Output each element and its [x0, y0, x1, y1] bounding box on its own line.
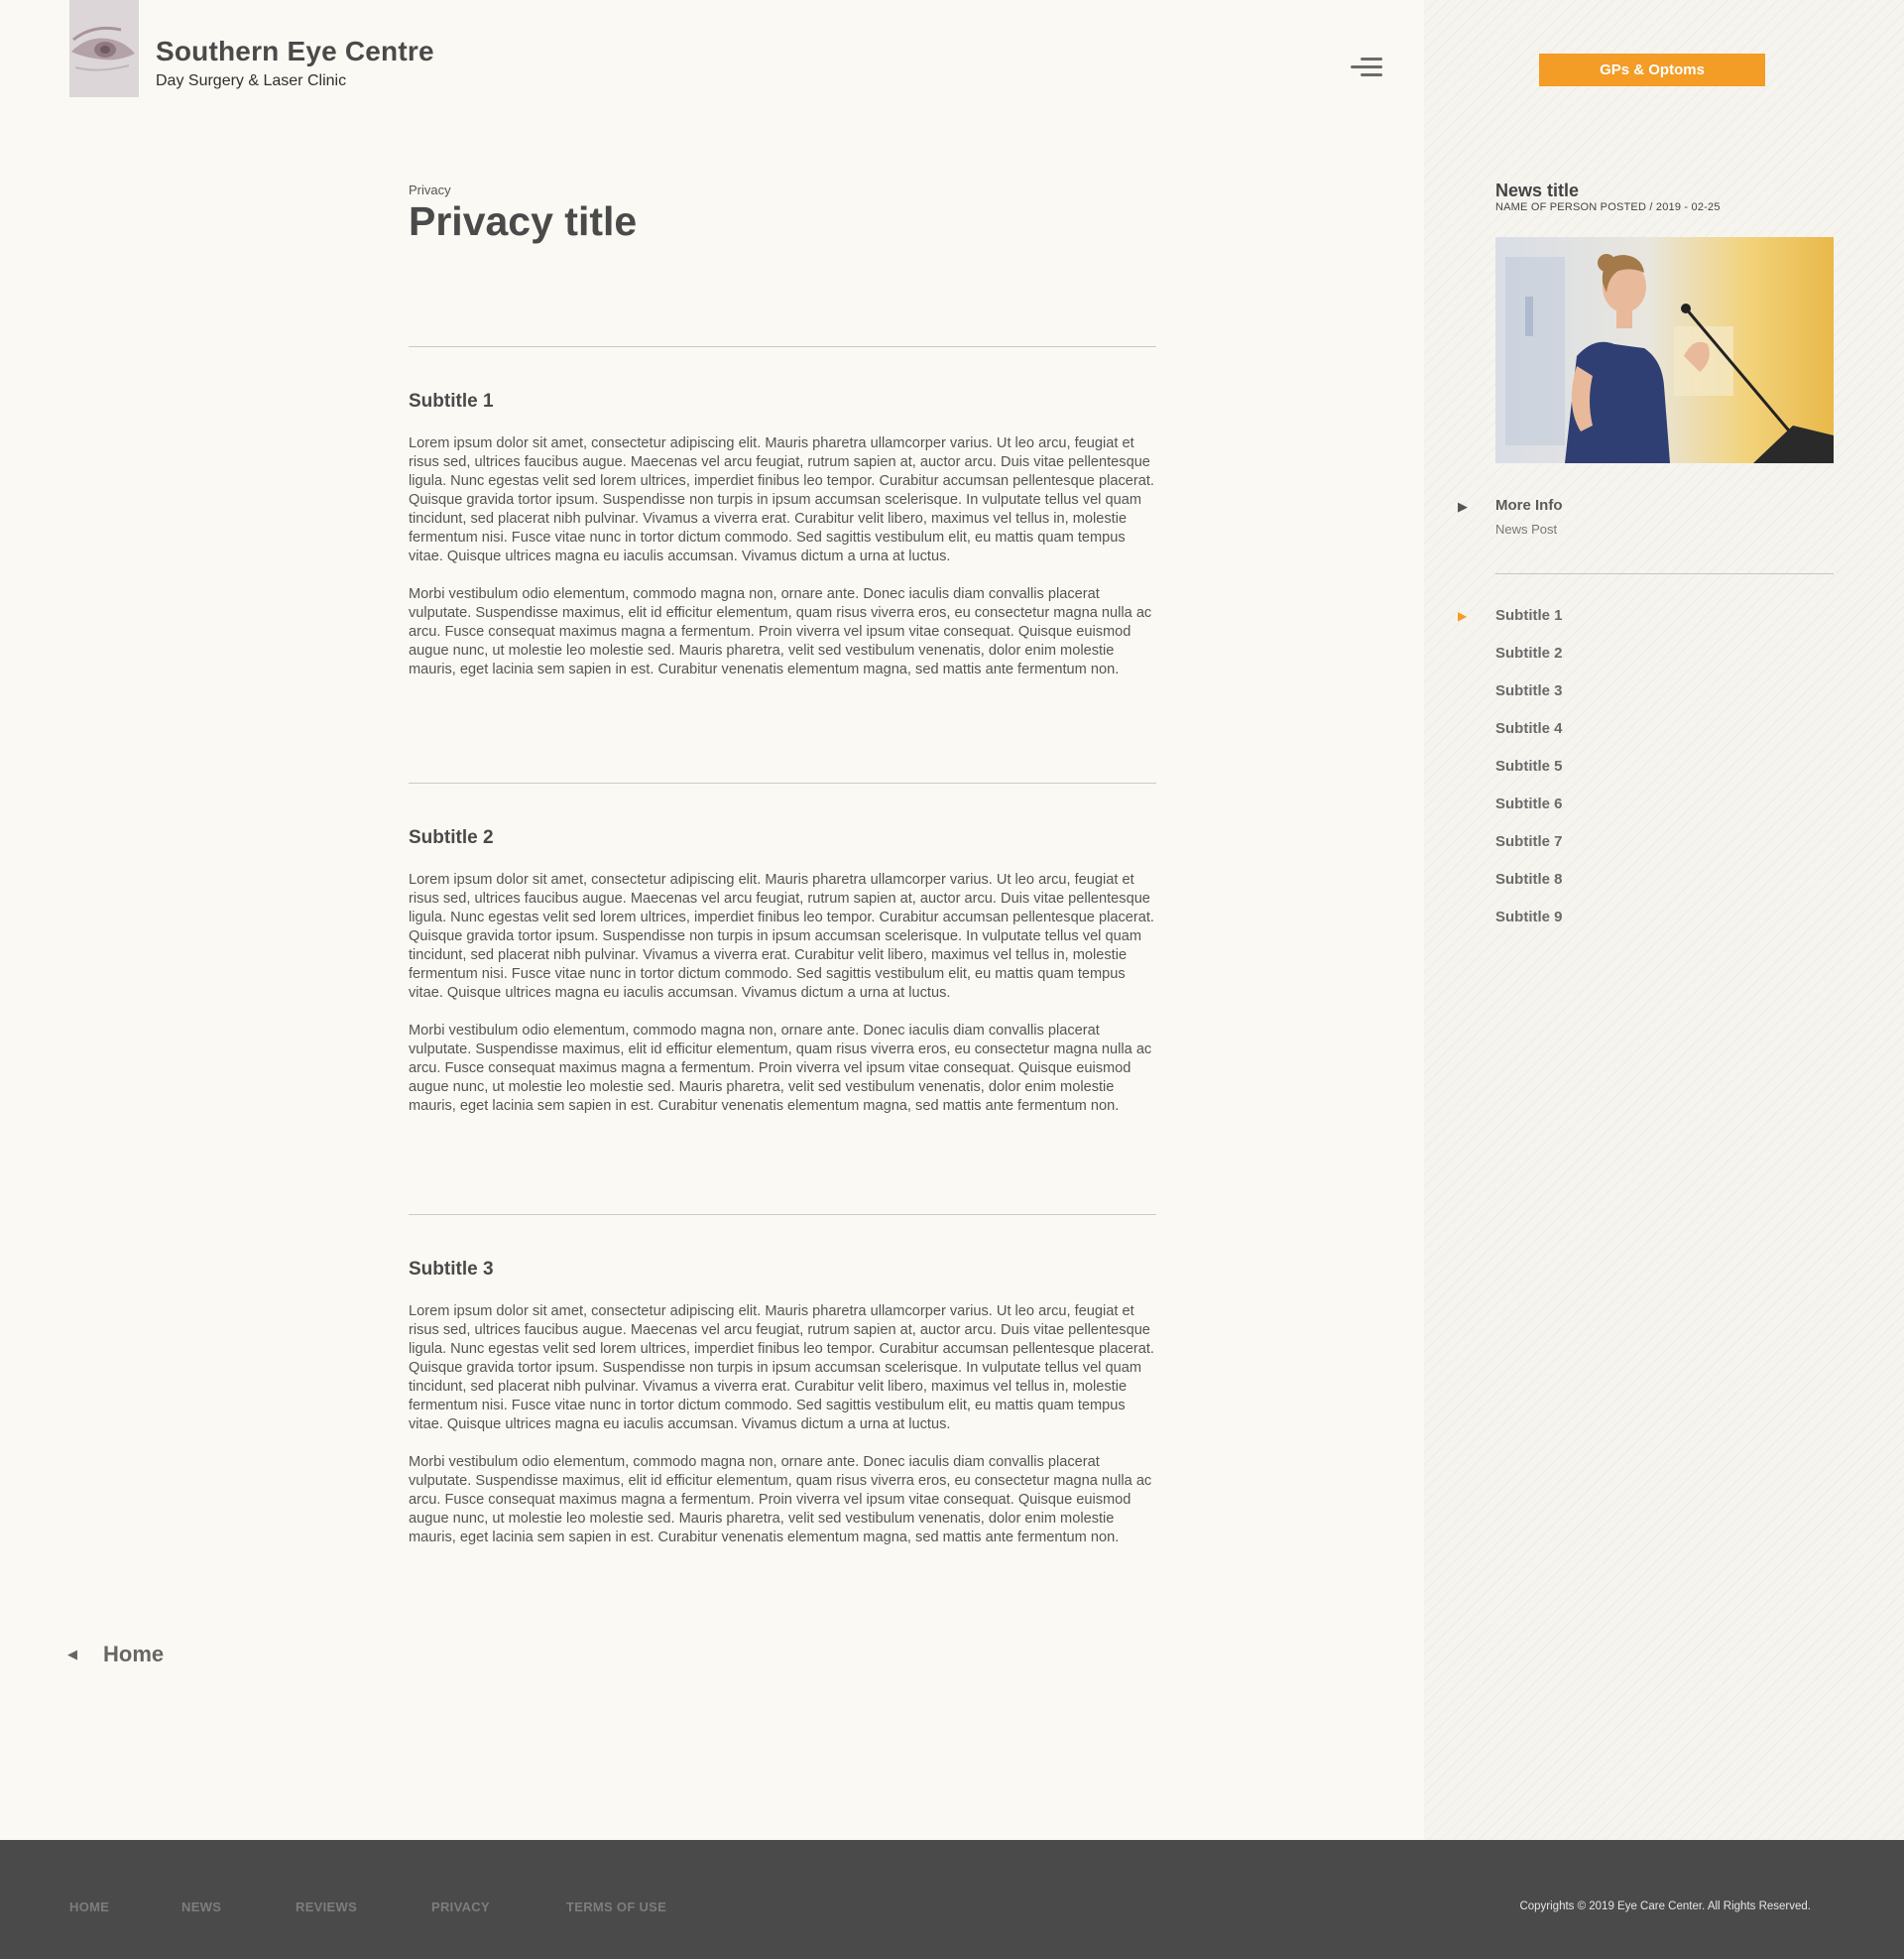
- toc-item-subtitle-1[interactable]: ▶ Subtitle 1: [1495, 607, 1563, 645]
- copyright-text: Copyrights © 2019 Eye Care Center. All Rights Reserved.: [1519, 1900, 1811, 1912]
- toc-item-subtitle-4[interactable]: Subtitle 4: [1495, 720, 1563, 737]
- gps-optoms-button[interactable]: GPs & Optoms: [1539, 54, 1765, 86]
- section-divider: [409, 783, 1156, 784]
- section-divider: [409, 1214, 1156, 1215]
- toc-item-subtitle-7[interactable]: Subtitle 7: [1495, 833, 1563, 850]
- footer-link-reviews[interactable]: REVIEWS: [296, 1899, 358, 1914]
- home-link[interactable]: Home: [103, 1642, 165, 1666]
- section-3: [409, 1214, 1156, 1547]
- section-paragraph: Lorem ipsum dolor sit amet, consectetur adipiscing elit. Mauris pharetra ullamcorper varius. Ut leo arcu, feugiat et risus sed, ultrices faucibus augue. Maecenas vel arcu feugiat, rutrum sapien at, auctor arcu. Duis vitae pellentesque ligula. Nunc egestas velit sed lorem ultrices, imperdiet finibus leo tempor. Curabitur accumsan pellentesque placerat. Quisque gravida tortor ipsum. Suspendisse non turpis in ipsum accumsan scelerisque. In vulputate tellus vel quam tincidunt, sed placerat nibh pulvinar. Vivamus a viverra erat. Curabitur velit libero, maximus vel tellus in, molestie fermentum nisi. Fusce vitae nunc in tortor dictum commodo. Sed sagittis vestibulum elit, eu mattis quam tempus vitae. Quisque ultrices magna eu iaculis accumsan. Vivamus dictum a urna at luctus.: [409, 1303, 1154, 1432]
- toc-item-subtitle-5[interactable]: Subtitle 5: [1495, 758, 1563, 775]
- speaker-photo-image: [1495, 237, 1834, 463]
- toc-item-subtitle-8[interactable]: Subtitle 8: [1495, 871, 1563, 888]
- eye-logo-icon: [69, 0, 139, 97]
- footer-link-terms[interactable]: TERMS OF USE: [566, 1899, 667, 1914]
- news-title[interactable]: News title: [1495, 181, 1580, 200]
- toc-item-subtitle-9[interactable]: Subtitle 9: [1495, 909, 1563, 925]
- section-subtitle: Subtitle 3: [409, 1259, 494, 1280]
- section-subtitle: Subtitle 2: [409, 827, 494, 848]
- footer-link-news[interactable]: NEWS: [181, 1899, 222, 1914]
- section-paragraph: Lorem ipsum dolor sit amet, consectetur adipiscing elit. Mauris pharetra ullamcorper varius. Ut leo arcu, feugiat et risus sed, ultrices faucibus augue. Maecenas vel arcu feugiat, rutrum sapien at, auctor arcu. Duis vitae pellentesque ligula. Nunc egestas velit sed lorem ultrices, imperdiet finibus leo tempor. Curabitur accumsan pellentesque placerat. Quisque gravida tortor ipsum. Suspendisse non turpis in ipsum accumsan scelerisque. In vulputate tellus vel quam tincidunt, sed placerat nibh pulvinar. Vivamus a viverra erat. Curabitur velit libero, maximus vel tellus in, molestie fermentum nisi. Fusce vitae nunc in tortor dictum commodo. Sed sagittis vestibulum elit, eu mattis quam tempus vitae. Quisque ultrices magna eu iaculis accumsan. Vivamus dictum a urna at luctus.: [409, 872, 1154, 1001]
- footer: [0, 1840, 1904, 1959]
- breadcrumb[interactable]: Privacy: [409, 183, 451, 197]
- sidebar-divider: [1495, 573, 1834, 574]
- news-image[interactable]: [1495, 237, 1834, 463]
- section-paragraph: Morbi vestibulum odio elementum, commodo magna non, ornare ante. Donec iaculis diam convallis placerat vulputate. Suspendisse maximus, elit id efficitur elementum, quam risus viverra eros, eu consectetur magna nulla ac arcu. Fusce consequat maximus magna a fermentum. Proin viverra vel ipsum vitae consequat. Quisque euismod augue nunc, ut molestie leo molestie sed. Mauris pharetra, velit sed vestibulum venenatis, dolor enim molestie mauris, eget lacinia sem sapien in est. Curabitur venenatis elementum magna, sed mattis ante fermentum non.: [409, 1023, 1152, 1114]
- toc-item-subtitle-2[interactable]: Subtitle 2: [1495, 645, 1563, 662]
- section-2: [409, 783, 1156, 1116]
- page-title: Privacy title: [409, 198, 638, 244]
- hamburger-menu-icon[interactable]: [1351, 58, 1382, 81]
- more-info-link[interactable]: More Info: [1495, 497, 1563, 514]
- section-paragraph: Lorem ipsum dolor sit amet, consectetur adipiscing elit. Mauris pharetra ullamcorper varius. Ut leo arcu, feugiat et risus sed, ultrices faucibus augue. Maecenas vel arcu feugiat, rutrum sapien at, auctor arcu. Duis vitae pellentesque ligula. Nunc egestas velit sed lorem ultrices, imperdiet finibus leo tempor. Curabitur accumsan pellentesque placerat. Quisque gravida tortor ipsum. Suspendisse non turpis in ipsum accumsan scelerisque. In vulputate tellus vel quam tincidunt, sed placerat nibh pulvinar. Vivamus a viverra erat. Curabitur velit libero, maximus vel tellus in, molestie fermentum nisi. Fusce vitae nunc in tortor dictum commodo. Sed sagittis vestibulum elit, eu mattis quam tempus vitae. Quisque ultrices magna eu iaculis accumsan. Vivamus dictum a urna at luctus.: [409, 435, 1154, 564]
- site-subtitle: Day Surgery & Laser Clinic: [156, 72, 347, 89]
- toc-item-subtitle-6[interactable]: Subtitle 6: [1495, 796, 1563, 812]
- logo-eye-image[interactable]: [69, 0, 139, 97]
- section-paragraph: Morbi vestibulum odio elementum, commodo magna non, ornare ante. Donec iaculis diam convallis placerat vulputate. Suspendisse maximus, elit id efficitur elementum, quam risus viverra eros, eu consectetur magna nulla ac arcu. Fusce consequat maximus magna a fermentum. Proin viverra vel ipsum vitae consequat. Quisque euismod augue nunc, ut molestie leo molestie sed. Mauris pharetra, velit sed vestibulum venenatis, dolor enim molestie mauris, eget lacinia sem sapien in est. Curabitur venenatis elementum magna, sed mattis ante fermentum non.: [409, 586, 1152, 677]
- table-of-contents: [1495, 607, 1563, 946]
- news-meta: NAME OF PERSON POSTED / 2019 - 02-25: [1495, 201, 1721, 213]
- back-arrow-icon[interactable]: ◀: [67, 1647, 77, 1661]
- footer-link-privacy[interactable]: PRIVACY: [431, 1899, 490, 1914]
- site-title[interactable]: Southern Eye Centre: [156, 36, 434, 66]
- toc-item-subtitle-3[interactable]: Subtitle 3: [1495, 682, 1563, 699]
- section-subtitle: Subtitle 1: [409, 391, 494, 412]
- news-post-label: News Post: [1495, 522, 1558, 537]
- footer-link-home[interactable]: HOME: [69, 1899, 110, 1914]
- play-arrow-icon: ▶: [1458, 499, 1468, 514]
- section-paragraph: Morbi vestibulum odio elementum, commodo magna non, ornare ante. Donec iaculis diam convallis placerat vulputate. Suspendisse maximus, elit id efficitur elementum, quam risus viverra eros, eu consectetur magna nulla ac arcu. Fusce consequat maximus magna a fermentum. Proin viverra vel ipsum vitae consequat. Quisque euismod augue nunc, ut molestie leo molestie sed. Mauris pharetra, velit sed vestibulum venenatis, dolor enim molestie mauris, eget lacinia sem sapien in est. Curabitur venenatis elementum magna, sed mattis ante fermentum non.: [409, 1454, 1152, 1545]
- section-divider: [409, 346, 1156, 347]
- section-1: [409, 346, 1156, 679]
